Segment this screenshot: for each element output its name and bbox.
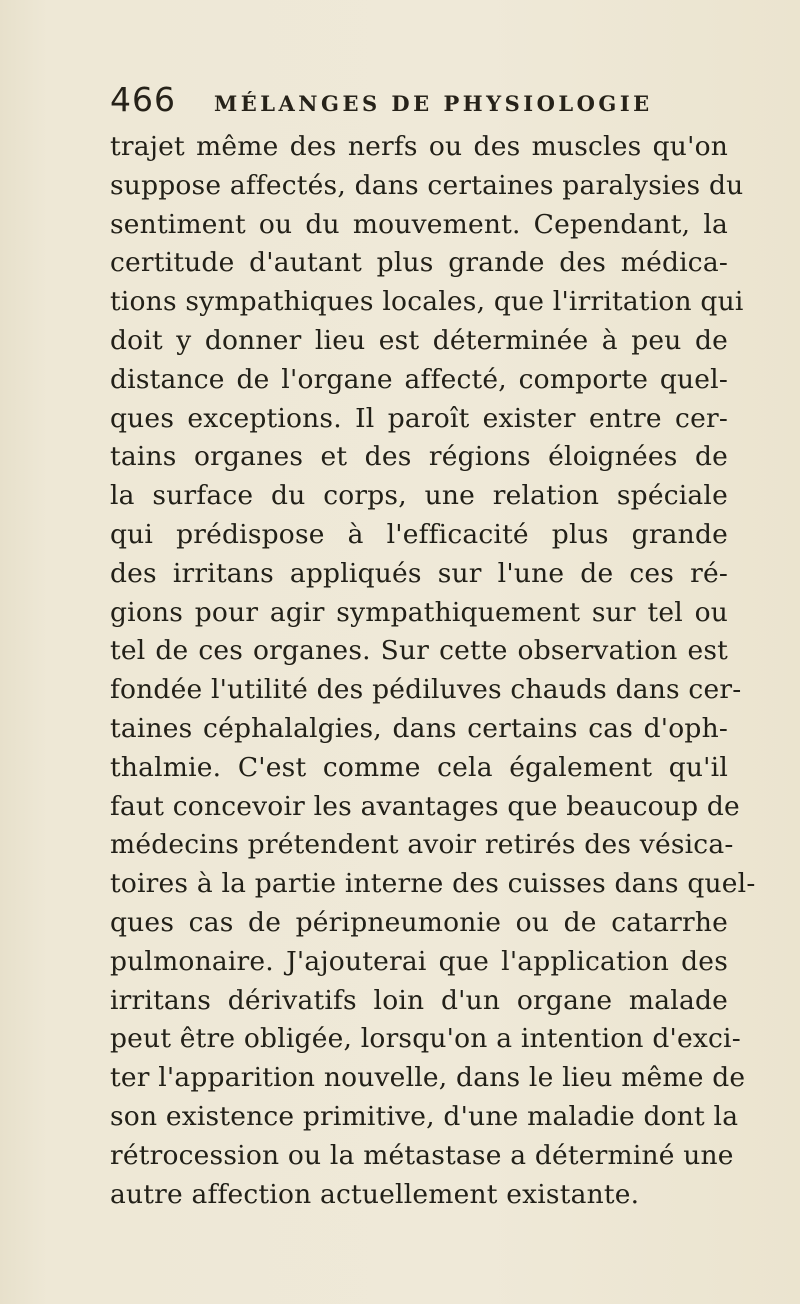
text-line: ques exceptions. Il paroît exister entre cer- (110, 402, 728, 434)
text-line: toires à la partie interne des cuisses dans quel- (110, 868, 756, 900)
running-head: MÉLANGES DE PHYSIOLOGIE (214, 91, 653, 116)
text-line: doit y donner lieu est déterminée à peu de (110, 324, 728, 356)
text-line: irritans dérivatifs loin d'un organe malade (110, 984, 728, 1016)
page-header (110, 80, 770, 130)
page-number: 466 (110, 80, 176, 119)
text-line: tions sympathiques locales, que l'irritation qui (110, 286, 744, 318)
text-line: des irritans appliqués sur l'une de ces ré- (110, 557, 728, 589)
text-line: tains organes et des régions éloignées de (110, 441, 728, 473)
text-line: faut concevoir les avantages que beaucoup de (110, 790, 740, 822)
text-line: fondée l'utilité des pédiluves chauds dans cer- (110, 674, 742, 706)
text-line: la surface du corps, une relation spéciale (110, 480, 728, 512)
text-line: médecins prétendent avoir retirés des vésica- (110, 829, 734, 861)
text-line: trajet même des nerfs ou des muscles qu'on (110, 131, 728, 162)
text-line: sentiment ou du mouvement. Cependant, la (110, 208, 728, 240)
text-line: thalmie. C'est comme cela également qu'il (110, 751, 728, 783)
text-line: distance de l'organe affecté, comporte quel- (110, 363, 728, 395)
text-line: rétrocession ou la métastase a déterminé une (110, 1139, 734, 1171)
text-line: ter l'apparition nouvelle, dans le lieu même de (110, 1062, 746, 1094)
text-line: pulmonaire. J'ajouterai que l'application des (110, 945, 728, 977)
text-line: certitude d'autant plus grande des médica- (110, 247, 728, 279)
text-line: suppose affectés, dans certaines paralysies du (110, 169, 744, 201)
text-line: peut être obligée, lorsqu'on a intention d'exci- (110, 1023, 741, 1055)
text-line: taines céphalalgies, dans certains cas d'oph- (110, 712, 728, 744)
text-line: ques cas de péripneumonie ou de catarrhe (110, 906, 728, 938)
body-text (110, 128, 790, 1214)
text-line: son existence primitive, d'une maladie dont la (110, 1100, 739, 1132)
text-line: qui prédispose à l'efficacité plus grande (110, 518, 728, 550)
text-line: gions pour agir sympathiquement sur tel ou (110, 596, 728, 628)
text-line: autre affection actuellement existante. (110, 1178, 640, 1210)
text-line: tel de ces organes. Sur cette observation est (110, 635, 728, 667)
